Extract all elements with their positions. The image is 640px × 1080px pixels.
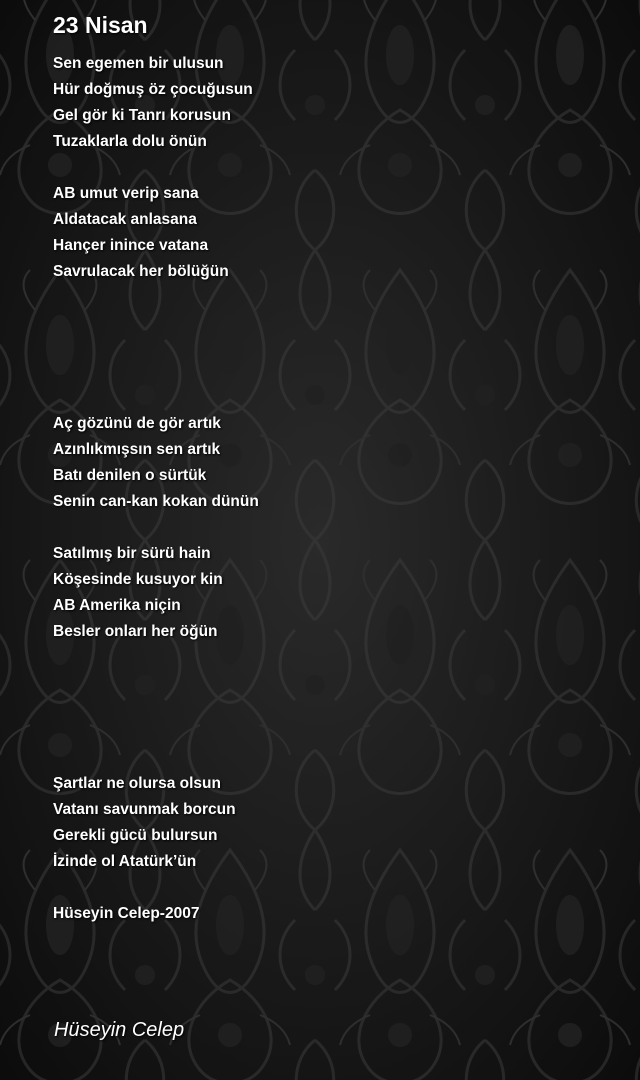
poem-line: İzinde ol Atatürk’ün xyxy=(53,853,197,870)
poem-line: Sen egemen bir ulusun xyxy=(53,55,224,72)
poem-title: 23 Nisan xyxy=(53,12,148,38)
poem-signature: Hüseyin Celep-2007 xyxy=(53,905,200,922)
poem-line: Gerekli gücü bulursun xyxy=(53,827,218,844)
poem-line: Azınlıkmışsın sen artık xyxy=(53,441,221,458)
poem-line: Şartlar ne olursa olsun xyxy=(53,775,221,792)
poem-line: AB Amerika niçin xyxy=(53,597,181,614)
poem-line: Tuzaklarla dolu önün xyxy=(53,133,207,150)
poem-line: Senin can-kan kokan dünün xyxy=(53,493,259,510)
poem-line: Savrulacak her bölüğün xyxy=(53,263,229,280)
poem-line: Aç gözünü de gör artık xyxy=(53,415,221,432)
author-name: Hüseyin Celep xyxy=(54,1019,185,1041)
poem-line: Gel gör ki Tanrı korusun xyxy=(53,107,231,124)
poem-line: Besler onları her öğün xyxy=(53,623,218,640)
poem-line: Köşesinde kusuyor kin xyxy=(53,571,223,588)
poem-line: Satılmış bir sürü hain xyxy=(53,545,211,562)
poem-line: Aldatacak anlasana xyxy=(53,211,197,228)
poem-line: Hür doğmuş öz çocuğusun xyxy=(53,81,253,98)
poem-line: Batı denilen o sürtük xyxy=(53,467,207,484)
poem-line: Hançer inince vatana xyxy=(53,237,209,254)
poem-line: Vatanı savunmak borcun xyxy=(53,801,236,818)
poem-line: AB umut verip sana xyxy=(53,185,199,202)
